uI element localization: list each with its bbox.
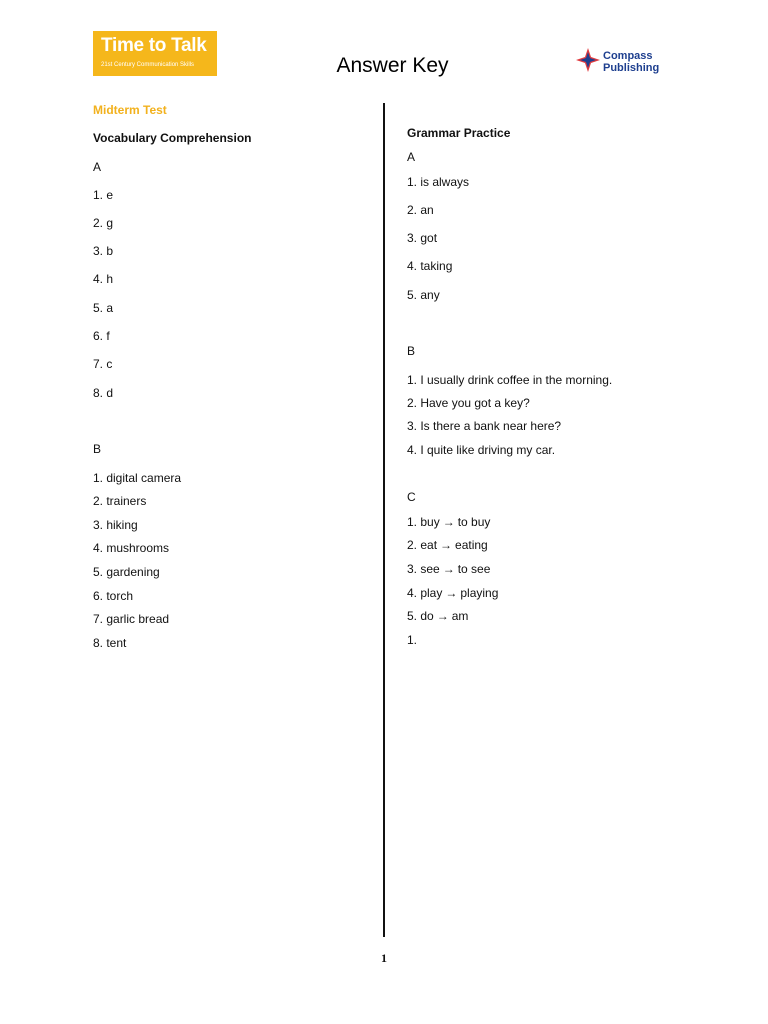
list-item: 1. I usually drink coffee in the morning.	[407, 373, 613, 387]
list-item: 3. hiking	[93, 518, 138, 532]
item-corrected: playing	[460, 586, 499, 600]
compass-wordmark-line1: Compass	[603, 50, 653, 62]
list-item: 3. Is there a bank near here?	[407, 419, 562, 433]
list-item: 6. torch	[93, 589, 134, 603]
list-item: 2. an	[407, 203, 434, 217]
arrow-right-icon: →	[436, 609, 449, 623]
part-a-label: A	[93, 160, 102, 174]
list-item	[407, 586, 498, 600]
list-item: 3. b	[93, 244, 114, 258]
part-b-label: B	[93, 442, 102, 456]
compass-wordmark-line2: Publishing	[603, 62, 660, 74]
logo-tagline: 21st Century Communication Skills	[101, 62, 195, 68]
list-item: 4. taking	[407, 259, 453, 273]
list-item: 2. g	[93, 216, 114, 230]
list-item	[407, 562, 490, 576]
item-original: 3. see	[407, 562, 440, 576]
column-divider	[383, 103, 385, 937]
part-c-label: C	[407, 490, 416, 504]
list-item: 5. a	[93, 301, 114, 315]
item-original: 1. buy	[407, 515, 440, 529]
list-item: 6. f	[93, 329, 110, 343]
list-item	[407, 609, 468, 623]
list-item: 1. digital camera	[93, 471, 182, 485]
list-item: 7. c	[93, 357, 113, 371]
list-item: 8. d	[93, 386, 114, 400]
list-item: 2. trainers	[93, 494, 147, 508]
list-item: 1. e	[93, 188, 114, 202]
list-item: 8. tent	[93, 636, 127, 650]
grammar-heading: Grammar Practice	[407, 126, 511, 140]
list-item: 4. h	[93, 272, 114, 286]
vocabulary-heading: Vocabulary Comprehension	[93, 131, 252, 145]
list-item: 1. is always	[407, 175, 470, 189]
arrow-right-icon: →	[442, 515, 455, 529]
item-corrected: eating	[455, 538, 488, 552]
list-item: 5. gardening	[93, 565, 160, 579]
compass-publishing-logo	[574, 45, 674, 75]
item-original: 5. do	[407, 609, 434, 623]
list-item: 3. got	[407, 231, 438, 245]
item-corrected: to see	[457, 562, 491, 576]
item-original: 2. eat	[407, 538, 438, 552]
item-corrected: am	[451, 609, 469, 623]
arrow-right-icon: →	[440, 538, 453, 552]
section-label: Midterm Test	[93, 103, 167, 117]
list-item: 4. mushrooms	[93, 541, 170, 555]
item-original: 4. play	[407, 586, 443, 600]
logo-brand: Time to Talk	[101, 35, 207, 56]
list-item: 2. Have you got a key?	[407, 396, 530, 410]
list-item: 7. garlic bread	[93, 612, 170, 626]
arrow-right-icon: →	[445, 586, 458, 600]
part-b-label: B	[407, 344, 416, 358]
list-item	[407, 538, 488, 552]
list-item: 5. any	[407, 288, 440, 302]
item-corrected: to buy	[457, 515, 491, 529]
list-item: 1.	[407, 633, 418, 647]
compass-star-icon	[574, 46, 602, 74]
page-number: 1	[381, 951, 387, 965]
page-title: Answer Key	[336, 54, 449, 77]
part-a-label: A	[407, 150, 416, 164]
arrow-right-icon: →	[442, 562, 455, 576]
list-item: 4. I quite like driving my car.	[407, 443, 556, 457]
list-item	[407, 515, 490, 529]
